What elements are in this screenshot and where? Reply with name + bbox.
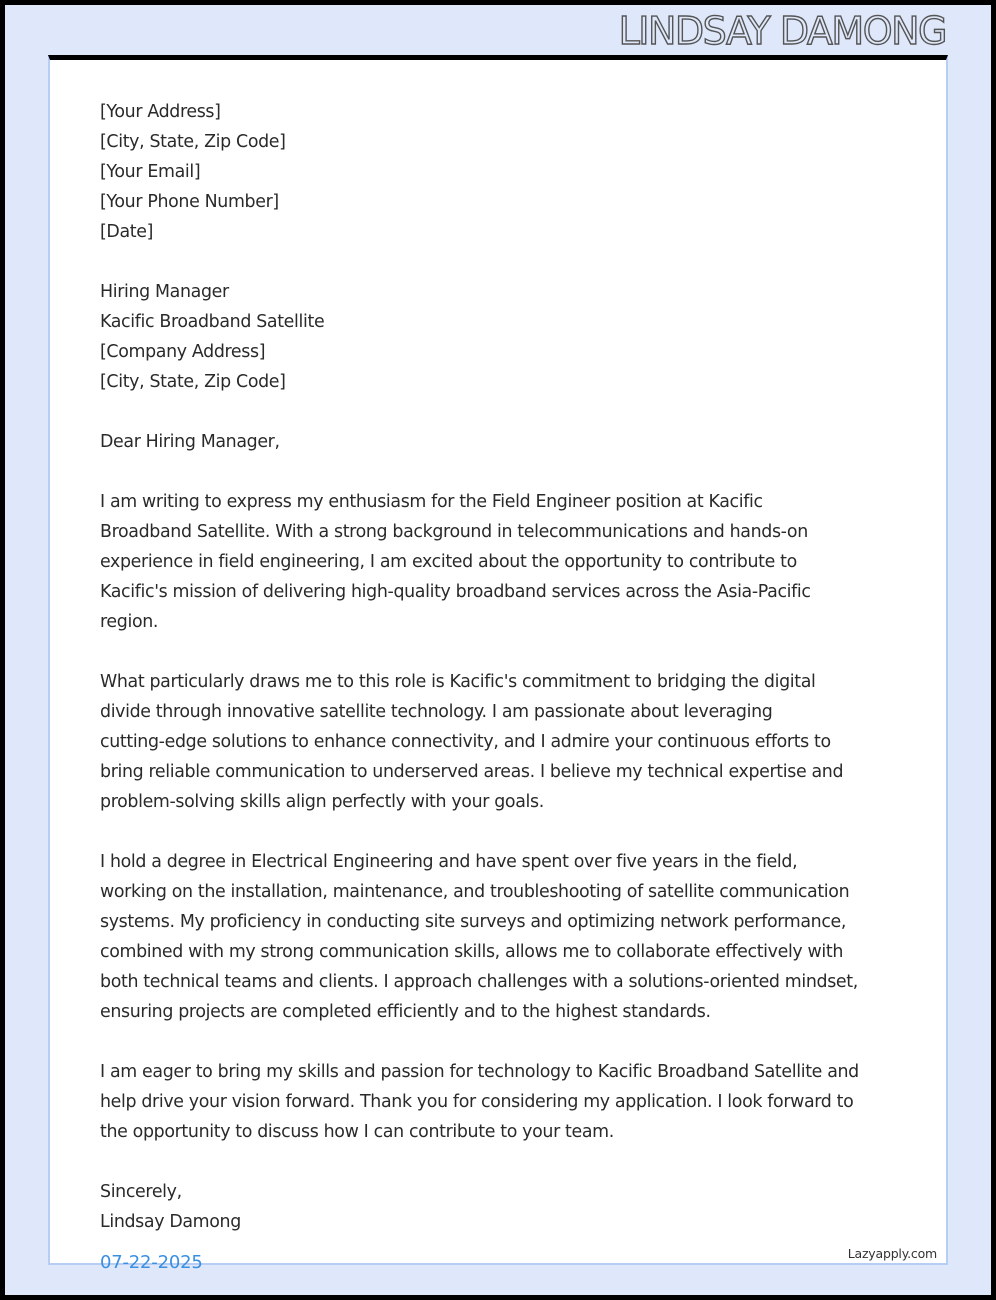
signature-name: Lindsay Damong [100, 1212, 241, 1232]
paragraph-line: divide through innovative satellite technology. I am passionate about leveraging [100, 702, 773, 722]
signature-block [100, 1177, 900, 1237]
paragraph-line: Broadband Satellite. With a strong background in telecommunications and hands-on [100, 522, 808, 542]
spacer [100, 637, 900, 667]
watermark-link[interactable]: Lazyapply.com [847, 1246, 937, 1261]
spacer [100, 817, 900, 847]
paragraph-line: I am eager to bring my skills and passion for technology to Kacific Broadband Satellite and [100, 1062, 859, 1082]
recipient-address: [Company Address] [100, 342, 266, 362]
paragraph-line: the opportunity to discuss how I can contribute to your team. [100, 1122, 614, 1142]
salutation: Dear Hiring Manager, [100, 432, 280, 452]
recipient-address-block [100, 277, 900, 397]
spacer [100, 1027, 900, 1057]
paragraph-line: combined with my strong communication skills, allows me to collaborate effectively with [100, 942, 844, 962]
paragraph-line: experience in field engineering, I am excited about the opportunity to contribute to [100, 552, 797, 572]
applicant-name-header: LINDSAY DAMONG [618, 9, 946, 53]
paragraph-line: cutting-edge solutions to enhance connectivity, and I admire your continuous efforts to [100, 732, 831, 752]
spacer [100, 247, 900, 277]
sender-email: [Your Email] [100, 162, 201, 182]
paragraph-experience [100, 847, 900, 1027]
recipient-title: Hiring Manager [100, 282, 229, 302]
spacer [100, 397, 900, 427]
paragraph-line: help drive your vision forward. Thank you for considering my application. I look forward to [100, 1092, 854, 1112]
letter-date: 07-22-2025 [100, 1252, 203, 1273]
paragraph-line: ensuring projects are completed efficiently and to the highest standards. [100, 1002, 711, 1022]
paragraph-line: both technical teams and clients. I approach challenges with a solutions-oriented mindset, [100, 972, 858, 992]
recipient-city-state-zip: [City, State, Zip Code] [100, 372, 286, 392]
paragraph-line: Kacific's mission of delivering high-quality broadband services across the Asia-Pacific [100, 582, 811, 602]
sender-address: [Your Address] [100, 102, 221, 122]
sender-date: [Date] [100, 222, 154, 242]
paragraph-line: I am writing to express my enthusiasm for the Field Engineer position at Kacific [100, 492, 763, 512]
paragraph-line: problem-solving skills align perfectly with your goals. [100, 792, 544, 812]
paragraph-line: What particularly draws me to this role is Kacific's commitment to bridging the digital [100, 672, 816, 692]
paragraph-closing [100, 1057, 900, 1147]
spacer [100, 457, 900, 487]
paragraph-motivation [100, 667, 900, 817]
sender-phone: [Your Phone Number] [100, 192, 279, 212]
paragraph-line: bring reliable communication to underserved areas. I believe my technical expertise and [100, 762, 844, 782]
sender-city-state-zip: [City, State, Zip Code] [100, 132, 286, 152]
letter-body [100, 97, 900, 1237]
sender-address-block [100, 97, 900, 247]
paragraph-line: working on the installation, maintenance, and troubleshooting of satellite communication [100, 882, 850, 902]
paragraph-line: region. [100, 612, 159, 632]
paragraph-line: I hold a degree in Electrical Engineering and have spent over five years in the field, [100, 852, 798, 872]
valediction: Sincerely, [100, 1182, 182, 1202]
paragraph-line: systems. My proficiency in conducting site surveys and optimizing network performance, [100, 912, 847, 932]
recipient-company: Kacific Broadband Satellite [100, 312, 325, 332]
spacer [100, 1147, 900, 1177]
paragraph-intro [100, 487, 900, 637]
